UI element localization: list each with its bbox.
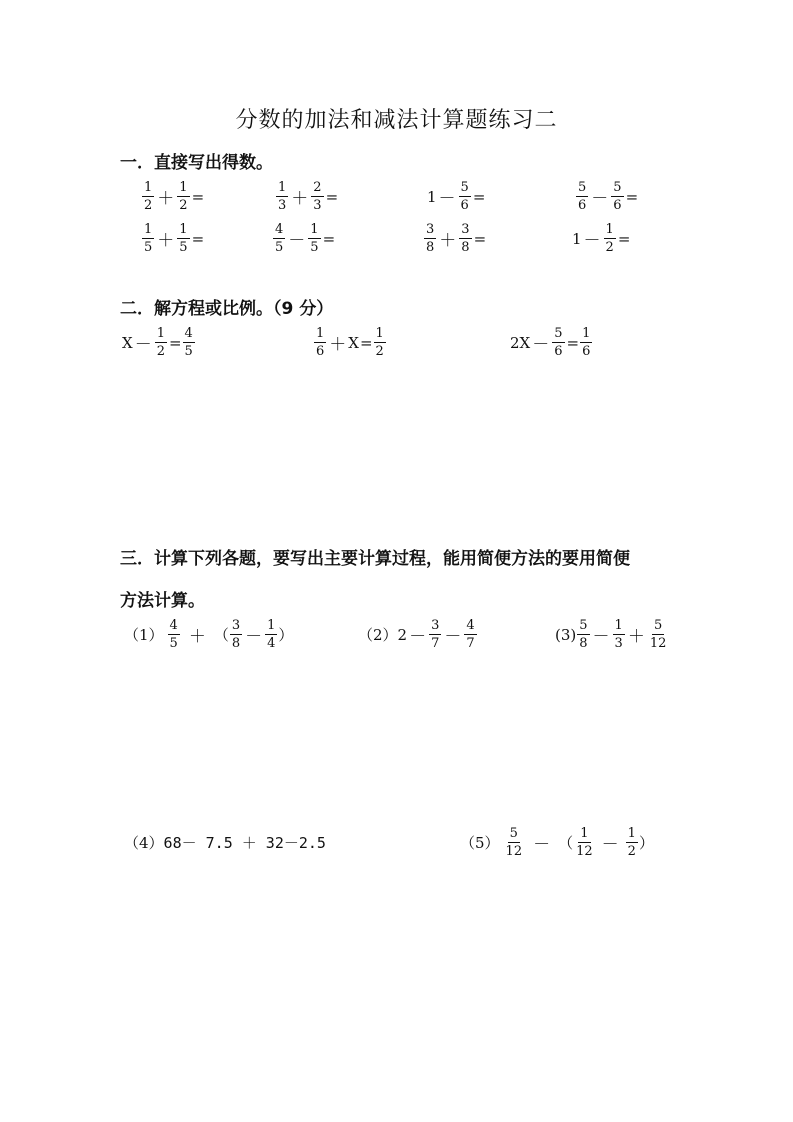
fraction — [308, 222, 320, 255]
denominator: 2 — [144, 198, 153, 213]
s1-problem-8 — [572, 222, 630, 255]
fraction — [576, 180, 588, 213]
s3-problem-3 — [555, 618, 669, 651]
fraction — [611, 180, 623, 213]
s1-problem-1 — [141, 180, 204, 213]
numerator: 1 — [605, 222, 614, 237]
operator: ＋ — [291, 189, 309, 209]
s3-problem-2 — [358, 618, 478, 651]
denominator: 8 — [231, 636, 241, 651]
s3-problem-4 — [124, 832, 326, 853]
s3-problem-1 — [124, 618, 293, 651]
fraction — [552, 326, 564, 359]
fraction — [577, 618, 589, 651]
numerator: 5 — [613, 180, 622, 195]
fraction — [374, 326, 386, 359]
numerator: 5 — [509, 826, 518, 841]
operator: ＋ — [157, 231, 175, 251]
left-paren: （ — [558, 834, 574, 852]
equals-sign: = — [472, 187, 486, 206]
numerator: 1 — [267, 618, 276, 633]
denominator: 6 — [582, 344, 591, 359]
numerator: 1 — [580, 826, 589, 841]
equals-sign: = — [625, 187, 639, 206]
denominator: 2 — [627, 844, 636, 859]
page-title: 分数的加法和减法计算题练习二 — [235, 108, 558, 133]
equals-sign: = — [473, 229, 487, 248]
denominator: 5 — [169, 636, 178, 651]
equals-sign: = — [322, 229, 336, 248]
whole-number: 2 — [397, 625, 408, 644]
fraction — [424, 222, 436, 255]
operator: － — [245, 627, 263, 647]
fraction — [580, 326, 592, 359]
section-3-heading-line-2: 方法计算。 — [120, 591, 205, 611]
variable: X — [348, 333, 359, 352]
numerator: 5 — [653, 618, 663, 633]
equals-sign: = — [566, 333, 580, 352]
fraction — [183, 326, 195, 359]
variable: X — [122, 333, 133, 352]
numerator: 1 — [614, 618, 623, 633]
s2-equation-3 — [510, 326, 593, 359]
operator: － — [591, 189, 609, 209]
operator: ＋ — [329, 335, 347, 355]
numerator: 1 — [316, 326, 325, 341]
problem-label: （5） — [460, 834, 500, 852]
numerator: 4 — [169, 618, 178, 633]
s1-problem-4 — [575, 180, 638, 213]
fraction — [464, 618, 476, 651]
variable: 2X — [510, 333, 531, 352]
expression: 68－ 7.5 ＋ 32－2.5 — [163, 834, 326, 852]
denominator: 2 — [375, 344, 384, 359]
equals-sign: = — [191, 187, 205, 206]
denominator: 7 — [431, 636, 440, 651]
operator: ＋ — [439, 231, 457, 251]
numerator: 3 — [431, 618, 440, 633]
fraction — [459, 180, 471, 213]
section-1-heading: 一．直接写出得数。 — [120, 153, 273, 173]
denominator: 12 — [576, 844, 593, 859]
numerator: 3 — [426, 222, 435, 237]
numerator: 4 — [466, 618, 475, 633]
s1-problem-6 — [272, 222, 335, 255]
operator: － — [592, 627, 610, 647]
s3-problem-5 — [460, 826, 654, 859]
numerator: 1 — [156, 326, 165, 341]
fraction — [177, 222, 189, 255]
whole-number: 1 — [572, 229, 582, 248]
operator: － — [583, 231, 601, 251]
denominator: 5 — [310, 240, 319, 255]
problem-label: （1） — [124, 626, 164, 644]
operator: － — [438, 189, 456, 209]
denominator: 5 — [144, 240, 153, 255]
fraction — [626, 826, 638, 859]
denominator: 6 — [578, 198, 587, 213]
denominator: 5 — [275, 240, 284, 255]
left-paren: （ — [213, 626, 229, 644]
numerator: 4 — [275, 222, 284, 237]
fraction — [311, 180, 323, 213]
operator: － — [532, 335, 550, 355]
denominator: 2 — [605, 240, 614, 255]
numerator: 3 — [461, 222, 470, 237]
denominator: 12 — [505, 844, 523, 859]
denominator: 2 — [179, 198, 188, 213]
right-paren: ） — [278, 626, 294, 644]
denominator: 8 — [426, 240, 435, 255]
operator: － — [288, 231, 306, 251]
numerator: 5 — [554, 326, 563, 341]
denominator: 6 — [316, 344, 325, 359]
numerator: 3 — [231, 618, 241, 633]
section-3-heading-line-1: 三．计算下列各题，要写出主要计算过程，能用简便方法的要用简便 — [120, 549, 630, 569]
fraction — [142, 180, 154, 213]
denominator: 6 — [613, 198, 622, 213]
numerator: 2 — [313, 180, 322, 195]
fraction — [574, 826, 595, 859]
denominator: 4 — [267, 636, 276, 651]
fraction — [265, 618, 277, 651]
denominator: 5 — [184, 344, 193, 359]
fraction — [273, 222, 285, 255]
denominator: 8 — [579, 636, 588, 651]
operator: － — [533, 835, 551, 855]
section-2-heading: 二．解方程或比例。（9 分） — [120, 299, 334, 319]
numerator: 1 — [179, 180, 188, 195]
fraction — [613, 618, 625, 651]
denominator: 3 — [614, 636, 623, 651]
denominator: 2 — [156, 344, 165, 359]
s1-problem-5 — [141, 222, 204, 255]
numerator: 1 — [144, 180, 153, 195]
s2-equation-1 — [122, 326, 196, 359]
fraction — [604, 222, 616, 255]
numerator: 1 — [310, 222, 319, 237]
denominator: 3 — [313, 198, 322, 213]
operator: － — [409, 627, 427, 647]
denominator: 5 — [179, 240, 188, 255]
s1-problem-2 — [275, 180, 338, 213]
s1-problem-7 — [423, 222, 486, 255]
numerator: 1 — [278, 180, 287, 195]
numerator: 4 — [184, 326, 193, 341]
operator: － — [134, 335, 152, 355]
denominator: 12 — [649, 636, 667, 651]
fraction — [314, 326, 326, 359]
equals-sign: = — [359, 333, 373, 352]
fraction — [155, 326, 167, 359]
s1-problem-3 — [427, 180, 485, 213]
fraction — [504, 826, 525, 859]
numerator: 5 — [579, 618, 588, 633]
equals-sign: = — [191, 229, 205, 248]
numerator: 5 — [460, 180, 469, 195]
denominator: 7 — [466, 636, 475, 651]
denominator: 3 — [278, 198, 287, 213]
equals-sign: = — [325, 187, 339, 206]
right-paren: ） — [638, 834, 654, 852]
fraction — [276, 180, 288, 213]
operator: ＋ — [157, 189, 175, 209]
fraction — [429, 618, 441, 651]
numerator: 1 — [179, 222, 188, 237]
problem-label: (3) — [555, 625, 577, 644]
problem-label: （4） — [124, 834, 164, 852]
fraction — [230, 618, 242, 651]
fraction — [168, 618, 180, 651]
fraction — [142, 222, 154, 255]
numerator: 1 — [627, 826, 636, 841]
fraction — [648, 618, 669, 651]
whole-number: 1 — [427, 187, 437, 206]
equals-sign: = — [168, 333, 182, 352]
operator: － — [444, 627, 462, 647]
numerator: 1 — [582, 326, 591, 341]
numerator: 1 — [144, 222, 153, 237]
denominator: 8 — [461, 240, 470, 255]
s2-equation-2 — [313, 326, 387, 359]
numerator: 1 — [375, 326, 384, 341]
denominator: 6 — [460, 198, 469, 213]
operator: ＋ — [188, 627, 206, 647]
operator: ＋ — [627, 627, 645, 647]
equals-sign: = — [617, 229, 631, 248]
fraction — [177, 180, 189, 213]
operator: － — [601, 835, 619, 855]
numerator: 5 — [578, 180, 587, 195]
denominator: 6 — [554, 344, 563, 359]
problem-label: （2） — [358, 626, 398, 644]
fraction — [459, 222, 471, 255]
